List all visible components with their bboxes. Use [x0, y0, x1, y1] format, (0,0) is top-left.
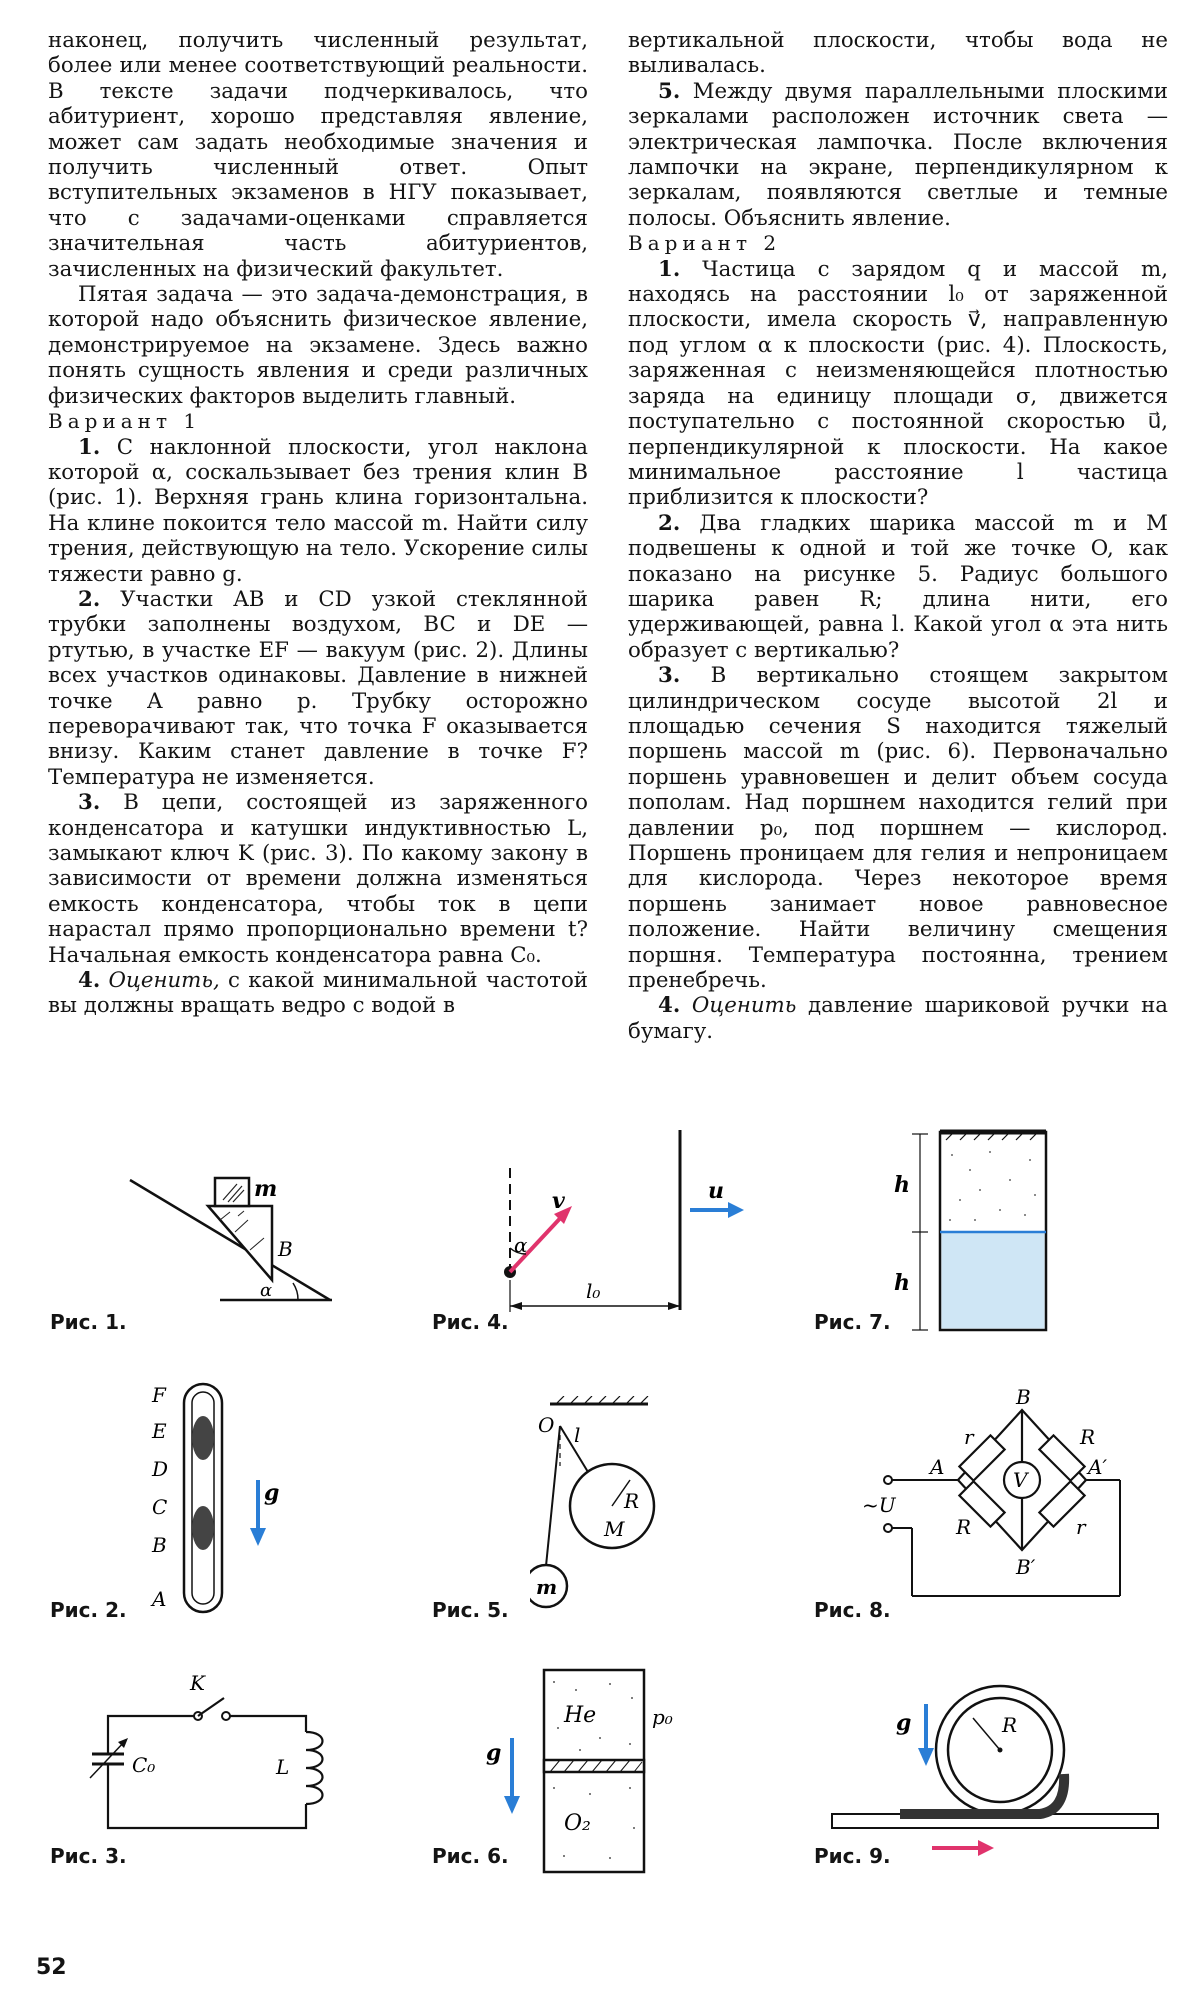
variant-2-heading: Вариант 2 — [628, 231, 782, 256]
problem-number: 1. — [78, 434, 101, 460]
problem-number: 1. — [658, 256, 681, 282]
label-b-prime: B′ — [1016, 1555, 1036, 1579]
figure-1 — [120, 1120, 350, 1310]
mercury-lower — [192, 1506, 214, 1550]
problem-text: В вертикально стоящем закрытом цилиндрическом сосуде высотой 2l и площадью сечения S находится тяжелый поршень массой m (рис. 6). Первоначально поршень уравновешен и делит объем сосуда пополам. Над поршнем находится гелий при давлении p₀, под поршнем — кислород. Поршень проницаем для гелия и непроницаем для кислорода. Через некоторое время поршень занимает новое равновесное положение. Найти величину смещения поршня. Температура постоянна, трением пренебречь. — [628, 663, 1168, 994]
figure-6 — [480, 1668, 700, 1874]
label-big-m: M — [604, 1517, 625, 1541]
left-column — [48, 28, 588, 1019]
caption-fig-5: Рис. 5. — [432, 1598, 509, 1622]
label-d: D — [152, 1457, 169, 1481]
figure-9 — [830, 1670, 1160, 1860]
v2-problem-2 — [628, 511, 1168, 663]
v1-problem-2 — [48, 587, 588, 790]
label-g: g — [264, 1480, 280, 1506]
problem-text: С наклонной плоскости, угол наклона которой α, соскальзывает без трения клин B (рис. 1). Верхняя грань клина горизонтальна. На клине покоится тело массой m. Найти силу трения, действующую на тело. Ускорение силы тяжести равно g. — [48, 434, 588, 587]
switch-k — [198, 1698, 224, 1716]
label-R-bottom-left: R — [956, 1515, 972, 1539]
v2-problem-3 — [628, 663, 1168, 993]
problem-text: Частица с зарядом q и массой m, находясь на расстоянии l₀ от заряженной плоскости, имела скорость v⃗, направленную под углом α к плоскости (рис. 4). Плоскость, заряженная с неизменяющейся плотностью заряда на единицу площади σ, движется поступательно с постоянной скоростью u⃗, перпендикулярной к плоскости. На какое минимальное расстояние l частица приблизится к плоскости? — [628, 256, 1168, 511]
label-l: l — [574, 1423, 581, 1447]
caption-fig-7: Рис. 7. — [814, 1310, 891, 1334]
label-b: B — [152, 1533, 167, 1557]
label-a: A — [152, 1587, 167, 1611]
problem-text: с какой минимальной частотой вы должны вращать ведро с водой в — [48, 968, 588, 1019]
label-m: m — [254, 1176, 278, 1202]
label-v: v — [552, 1188, 565, 1214]
label-g: g — [486, 1740, 502, 1766]
page-number: 52 — [36, 1955, 67, 1980]
label-b: B — [1016, 1385, 1031, 1409]
problem-text: Между двумя параллельными плоскими зеркалами расположен источник света — электрическая лампочка. После включения лампочки на экране, перпендикулярном к зеркалам, появляются светлые и темные полосы. Объяснить явление. — [628, 78, 1168, 231]
figure-3 — [80, 1668, 350, 1848]
right-column — [628, 28, 1168, 1044]
problem-number: 4. — [658, 993, 681, 1019]
label-alpha: α — [260, 1280, 273, 1301]
variant-1-heading: Вариант 1 — [48, 409, 202, 434]
problem-text: Два гладких шарика массой m и M подвешены к одной и той же точке O, как показано на рисунке 5. Радиус большого шарика равен R; длина нити, его удерживающей, равна l. Какой угол α эта нить образует с вертикалью? — [628, 510, 1168, 663]
intro-paragraph-2: Пятая задача — это задача-демонстрация, в которой надо объяснить физическое явление, демонстрируемое на экзамене. Здесь важно понять сущность явления и среди различных физических факторов выделить главный. — [48, 282, 588, 409]
caption-fig-3: Рис. 3. — [50, 1844, 127, 1868]
v1-problem-4 — [48, 968, 588, 1019]
label-c0: C₀ — [132, 1753, 156, 1777]
problem-number: 2. — [658, 510, 681, 536]
caption-fig-8: Рис. 8. — [814, 1598, 891, 1622]
thread-small — [546, 1426, 560, 1566]
problem-text: давление шариковой ручки на бумагу. — [628, 993, 1168, 1044]
problem-emphasis: Оценить, — [108, 968, 220, 994]
label-l: L — [276, 1755, 290, 1779]
label-u: u — [708, 1178, 724, 1204]
figure-8 — [860, 1384, 1170, 1614]
problem-number: 2. — [78, 586, 101, 612]
label-k: K — [190, 1671, 205, 1695]
problem-number: 4. — [78, 968, 101, 994]
label-r: R — [1002, 1713, 1018, 1737]
label-alpha: α — [514, 1233, 528, 1257]
label-o2: O₂ — [564, 1811, 591, 1836]
label-r-top-left: r — [964, 1425, 974, 1449]
problem-text: В цепи, состоящей из заряженного конденсатора и катушки индуктивностью L, замыкают ключ K (рис. 3). По какому закону в зависимости от времени должна изменяться емкость конденсатора, чтобы ток в цепи нарастал прямо пропорционально времени t? Начальная емкость конденсатора равна C₀. — [48, 790, 588, 968]
problem-number: 5. — [658, 78, 681, 104]
figure-5 — [530, 1396, 690, 1626]
v2-problem-4 — [628, 993, 1168, 1044]
inductor-l — [306, 1732, 323, 1804]
label-R-top-right: R — [1080, 1425, 1096, 1449]
label-he: He — [564, 1703, 597, 1728]
label-h-top: h — [894, 1172, 910, 1198]
figure-2 — [140, 1380, 300, 1620]
label-o: O — [538, 1413, 555, 1437]
label-small-m: m — [536, 1575, 558, 1599]
continued-text: вертикальной плоскости, чтобы вода не выливалась. — [628, 28, 1168, 79]
label-r-bottom-right: r — [1076, 1515, 1086, 1539]
caption-fig-2: Рис. 2. — [50, 1598, 127, 1622]
intro-paragraph-1: наконец, получить численный результат, более или менее соответствующий реальности. В тексте задачи подчеркивалось, что абитуриент, хорошо представляя явление, может сам задать необходимые значения и получить численный ответ. Опыт вступительных экзаменов в НГУ показывает, что с задачами-оценками справляется значительная часть абитуриентов, зачисленных на физический факультет. — [48, 28, 588, 282]
v1-problem-3 — [48, 790, 588, 968]
problem-text: Участки AB и CD узкой стеклянной трубки заполнены воздухом, BC и DE — ртутью, в участке EF — вакуум (рис. 2). Длины всех участков одинаковы. Давление в нижней точке A равно p. Трубку осторожно переворачивают так, что точка F оказывается внизу. Каким станет давление в точке F? Температура не изменяется. — [48, 586, 588, 790]
label-p0: p₀ — [652, 1705, 673, 1729]
label-a: A — [930, 1455, 945, 1479]
problem-emphasis: Оценить — [691, 993, 797, 1019]
mercury-upper — [192, 1416, 214, 1460]
label-r: R — [624, 1489, 640, 1513]
figure-7 — [880, 1120, 1060, 1340]
caption-fig-6: Рис. 6. — [432, 1844, 509, 1868]
water — [942, 1232, 1045, 1329]
label-h-bottom: h — [894, 1270, 910, 1296]
label-f: F — [152, 1383, 166, 1407]
label-b: B — [278, 1237, 293, 1261]
v1-problem-5 — [628, 79, 1168, 231]
label-g: g — [896, 1710, 912, 1736]
resistor-R-top-right — [1039, 1435, 1084, 1480]
wedge-b — [208, 1206, 272, 1280]
caption-fig-1: Рис. 1. — [50, 1310, 127, 1334]
caption-fig-4: Рис. 4. — [432, 1310, 509, 1334]
body-m — [215, 1178, 249, 1206]
problem-number: 3. — [658, 663, 681, 689]
caption-fig-9: Рис. 9. — [814, 1844, 891, 1868]
v2-problem-1 — [628, 257, 1168, 511]
label-c: C — [152, 1495, 168, 1519]
label-e: E — [152, 1419, 167, 1443]
v1-problem-1 — [48, 435, 588, 587]
label-l0: l₀ — [586, 1279, 601, 1303]
label-v: V — [1013, 1468, 1028, 1492]
label-a-prime: A′ — [1088, 1455, 1107, 1479]
figure-4 — [490, 1120, 770, 1320]
label-u: ~U — [862, 1493, 896, 1517]
problem-number: 3. — [78, 790, 101, 816]
